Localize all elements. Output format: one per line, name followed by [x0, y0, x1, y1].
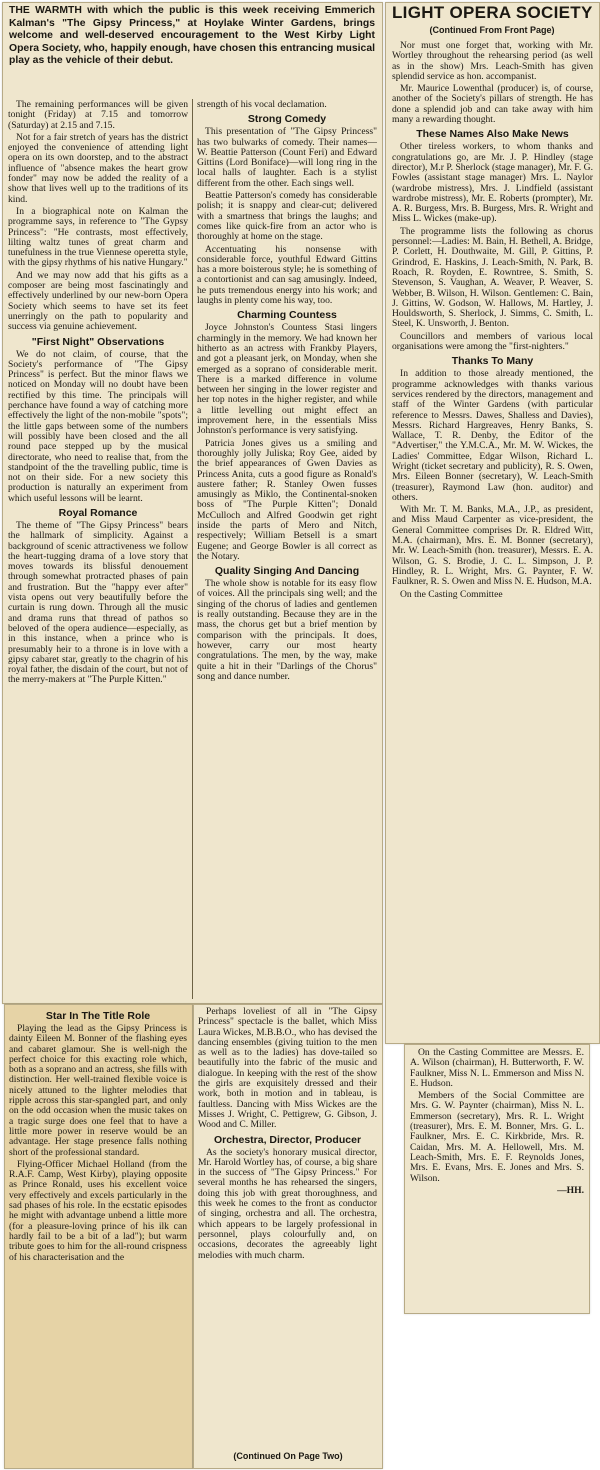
paragraph: In a biographical note on Kalman the programme says, in reference to "The Gypsy Princess": "He contrasts, most effectively, lilting waltz tunes of great charm and tunefulness in the true Viennese operetta style, with the gipsy rhythms of his native Hungary."	[8, 205, 188, 269]
right-clipping	[385, 2, 600, 1044]
subheading: Orchestra, Director, Producer	[213, 1133, 362, 1146]
continued-from-note	[392, 25, 592, 39]
paragraph: With Mr. T. M. Banks, M.A., J.P., as president, and Miss Maud Carpenter as vice-president, the General Committee comprises Dr. R. Eldred Witt, M.A. (chairman), Mrs. E. M. Bonner (secretary), Mr. W. Leach-Smith (hon. treasurer), Messrs. E. A. Wilson, G. S. Brodie, J. C. L. Simpson, J. P. Hindley, R. L. Wright, Mrs. G. Paynter, F. W. Faulkner, R. S. Owen and Miss N. E. Hudson, M.A.	[392, 504, 593, 588]
paragraph: Councillors and members of various local organisations were among the "first-nighters."	[392, 330, 593, 353]
right-column-upper	[392, 41, 593, 1039]
lower-middle-clipping	[193, 1004, 383, 1469]
paragraph: In addition to those already mentioned, the programme acknowledges with thanks various services rendered by the directors, management and staff of the Winter Gardens (with particular reference to Messrs. Dawes, Shalless and Davies), Messrs. Richard Hargreaves, Henry Banks, S. Wallace, T. R. Denby, the Editor of the "Advertiser," the Y.M.C.A., Mr. M. W. Wickes, the Ladies' Committee, Edgar Wilson, Richard L. Wright (ticket secretary and publicity), R. S. Owen, Mrs. Eileen Bonner (secretary), W. Leach-Smith (treasurer), Raymond Law (hon. auditor) and others.	[392, 368, 593, 503]
lower-right-clipping	[404, 1044, 590, 1314]
paragraph: And we may now add that his gifts as a composer are being most fascinatingly and effectively underlined by our new-born Opera Society which seems to have set its feet unerringly on the path to popularity and success via genuine achievement.	[8, 269, 188, 333]
subheading: Royal Romance	[58, 506, 138, 519]
paragraph: Playing the lead as the Gipsy Princess is dainty Eileen M. Bonner of the flashing eyes and cabaret glamour. She is well-nigh the perfect choice for this exacting role which, both as a soprano and an actress, she fills with distinction. Her well-trained flexible voice is nicely attuned to the lighter melodies that ripple across this star-spangled part, and only on the odd occasion when the music takes on a tragic surge does one feel that to have a little more power in reserve would be an advantage. Her stage presence falls nothing short of the professional standard.	[9, 1023, 187, 1158]
paragraph: The remaining performances will be given tonight (Friday) at 7.15 and tomorrow (Saturday) at 2.15 and 7.15.	[8, 100, 188, 131]
column-2-lower	[198, 1007, 377, 1447]
paragraph: Accentuating his nonsense with considerable force, youthful Edward Gittins has a more boisterous style; he is something of a contortionist and can sag amusingly. Indeed, he puts tremendous energy into his work; and laughs in plenty come his way, too.	[197, 243, 377, 307]
paragraph: The programme lists the following as chorus personnel:—Ladies: M. Bain, H. Bethell, A. Bridge, P. Corlett, H. Douthwaite, M. Gill, P. Gittins, P. Grindrod, E. Haskins, J. Leach-Smith, N. Park, B. Roach, R. Royden, E. Rowntree, S. Smith, S. Stevenson, S. Vaughan, A. Weaver, P. Weaver, S. Webber, B. Wilson, H. Wilson. Gentlemen: C. Bain, J. Gittins, W. Godson, W. Hallows, M. Hartley, J. Houldsworth, S. Sherlock, J. Simms, C. Smith, L. Steel, K. Unsworth, J. Benton.	[392, 225, 593, 330]
paragraph: Members of the Social Committee are Mrs. G. W. Paynter (chairman), Miss N. L. Emmerson (secretary), Mrs. R. L. Wright (treasurer), Mrs. E. M. Bonner, Mrs. G. L. Faulkner, Mrs. E. C. Kirkbride, Mrs. R. Caidan, Mrs. M. A. Hellowell, Mrs. M. Leach-Smith, Mrs. E. F. Reynolds Jones, Mrs. E. Evans, Mrs. E. Jones and Mrs. S. Wilson.	[410, 1090, 584, 1184]
paragraph: Other tireless workers, to whom thanks and congratulations go, are Mr. J. P. Hindley (stage director), M.r P. Sherlock (stage manager), Mr. F. G. Fowles (assistant stage manager) Mrs. L. Naylor (wardrobe mistress), Mrs. J. Lindfield (assistant wardrobe mistress), Mr. E. Roberts (prompter), Mr. A. R. Burgess, Mrs. B. Burgess, Mrs. R. Wright and Miss L. Wickes (make-up).	[392, 141, 593, 225]
right-column-lower	[410, 1048, 584, 1310]
paragraph: Flying-Officer Michael Holland (from the R.A.F. Camp, West Kirby), playing opposite as Prince Ronald, uses his excellent voice very effectively and excels particularly in the sad phases of his role. In the ecstatic episodes he might with advantage unbend a little more (for a pleasure-loving prince of his ilk can hardly fail to be a bit of a lad"); but warm tribute goes to him for the all-round crispness of his characterisation and the	[9, 1158, 187, 1263]
column-rule	[192, 99, 193, 999]
subheading: These Names Also Make News	[416, 128, 569, 141]
column-1-lower	[9, 1007, 187, 1465]
column-1-upper	[8, 100, 188, 998]
paragraph: The whole show is notable for its easy flow of voices. All the principals sing well; and the singing of the chorus of ladies and gentlemen is really outstanding. Because they are in the mass, the chorus get but a brief mention by comparison with the principals. It does, however, carry our most hearty congratulations. The men, by the way, make quite a hit in their "Darlings of the Chorus" song and dance number.	[197, 578, 377, 682]
paragraph: Nor must one forget that, working with Mr. Wortley throughout the rehearsing period (as well as in the show) Mrs. Leach-Smith has given splendid service as hon. accompanist.	[392, 41, 593, 82]
lead-paragraph: THE WARMTH with which the public is this week receiving Emmerich Kalman's "The Gipsy Princess," at Hoylake Winter Gardens, brings welcome and well-deserved encouragement to the West Kirby Light Opera Society, who, happily enough, have chosen this entrancing musical play as the vehicle of their debut.	[9, 5, 375, 67]
paragraph: On the Casting Committee are Messrs. E. A. Wilson (chairman), H. Butterworth, F. W. Faulkner, Miss N. L. Emmerson and Miss N. E. Hudson.	[410, 1048, 584, 1089]
paragraph: The theme of "The Gipsy Princess" bears the hallmark of simplicity. Against a background of scenic attractiveness we follow the heart-tugging drama of a love story that moves towards its blissful denouement through somewhat protracted phases of pain and frustration. But the "happy ever after" vista opens out very beautifully before the curtain is rung down. Through all the music and drama runs that thread of pathos so beloved of the opera audience—especially, as in this instance, when a prince who is presumably heir to a throne is in love with a gipsy cabaret star, greatly to the chagrin of his royal father, the disdain of the court, but not of the merry-makers at "The Purple Kitten."	[8, 519, 188, 686]
subheading: Quality Singing And Dancing	[214, 565, 360, 578]
lower-left-clipping	[4, 1004, 193, 1469]
paragraph: On the Casting Committee	[400, 588, 503, 600]
intro-lead	[9, 5, 375, 99]
continued-on-note: (Continued On Page Two)	[233, 1451, 343, 1461]
paragraph: As the society's honorary musical director, Mr. Harold Wortley has, of course, a big share in the success of "The Gipsy Princess." For several months he has rehearsed the singers, doing this job with great thoroughness, and this week he comes to the front as conductor of singing, orchestra and all. The orchestra, which appears to be largely professional in personnel, plays colourfully and, on occasions, decorates the agreeably light melodies with much charm.	[198, 1146, 377, 1261]
paragraph: strength of his vocal declamation.	[197, 100, 327, 110]
author-signature: —HH.	[557, 1184, 584, 1196]
paragraph: Mr. Maurice Lowenthal (producer) is, of course, another of the Society's pillars of strength. He has done a splendid job and can take away with him many a rewarding thought.	[392, 83, 593, 126]
paragraph: This presentation of "The Gipsy Princess" has two bulwarks of comedy. Their names—W. Beattie Patterson (Count Feri) and Edward Gittins (Lord Boniface)—will long ring in the local halls of laughter. Each is a stylist different from the other. Each sings well.	[197, 126, 377, 189]
paragraph: Joyce Johnston's Countess Stasi lingers charmingly in the memory. We had known her hitherto as an actress with Frankby Players, and got a pleasant jerk, on Monday, when she emerged as a soprano of considerable merit. There is a marked difference in volume between her singing in the lower register and her top notes in the higher register, and while a little levelling out might effect an improvement here, in the essentials Miss Johnston's performance is very satisfying.	[197, 322, 377, 437]
paragraph: Beattie Patterson's comedy has considerable polish; it is snappy and clear-cut; delivered with a smartness that brings the laughs; and comes like quick-fire from an actor who is thoroughly at home on the stage.	[197, 190, 377, 243]
paragraph: Patricia Jones gives us a smiling and thoroughly jolly Juliska; Roy Gee, aided by the brief appearances of Gwen Davies as Princess Anita, cuts a good figure as Ronald's austere father; R. Stanley Owen fusses amusingly as Miklo, the Continental-snoken boss of "The Purple Kitten"; Donald McCulloch and Alfred Goodwin get right inside the parts of Mero and Nitch, respectively; William Betsell is a smart Eugene; and George Bowler is all correct as the Notary.	[197, 437, 377, 562]
continuation-banner: LIGHT OPERA SOCIETY	[392, 3, 593, 22]
main-clipping	[2, 2, 383, 1004]
column-2-upper	[197, 100, 377, 998]
subheading: "First Night" Observations	[31, 335, 165, 348]
subheading: Star In The Title Role	[45, 1010, 151, 1022]
subheading: Thanks To Many	[451, 355, 534, 368]
paragraph: We do not claim, of course, that the Society's performance of "The Gipsy Princess" is perfect. But the minor flaws we noticed on Monday will no doubt have been rectified by this time. The principals will perchance have found a way of catching more effectively the light of the non-mobile "spots"; the little gaps between some of the numbers will possibly have been closed and the all round pace stepped up by the musical directorate, who need to realise that, from the standpoint of the the travelling public, time is not on their side. For a new society this production is naturally an experiment from which useful lessons will be learnt.	[8, 348, 188, 504]
continued-from-text: (Continued From Front Page)	[429, 25, 555, 35]
paragraph: Not for a fair stretch of years has the district enjoyed the convenience of attending light opera on its own doorstep, and to the abstract influence of "absence makes the heart grow fonder" may now be added the reality of a show that lives well up to the traditions of its kind.	[8, 131, 188, 205]
subheading: Strong Comedy	[247, 113, 327, 126]
subheading: Charming Countess	[237, 309, 337, 322]
paragraph: Perhaps loveliest of all in "The Gipsy Princess" spectacle is the ballet, which Miss Laura Wickes, M.B.B.O., who has devised the dancing ensembles (giving tuition to the men as well as to the ladies) has dove-tailed so beautifully into the fabric of the music and dialogue. In keeping with the rest of the show the girls are exquisitely dressed and their work, both in motion and in tableau, is faultless. Dancing with Miss Wickes are the Misses J. Wright, C. Pettigrew, G. Gibson, J. Wood and C. Miller.	[198, 1007, 377, 1131]
